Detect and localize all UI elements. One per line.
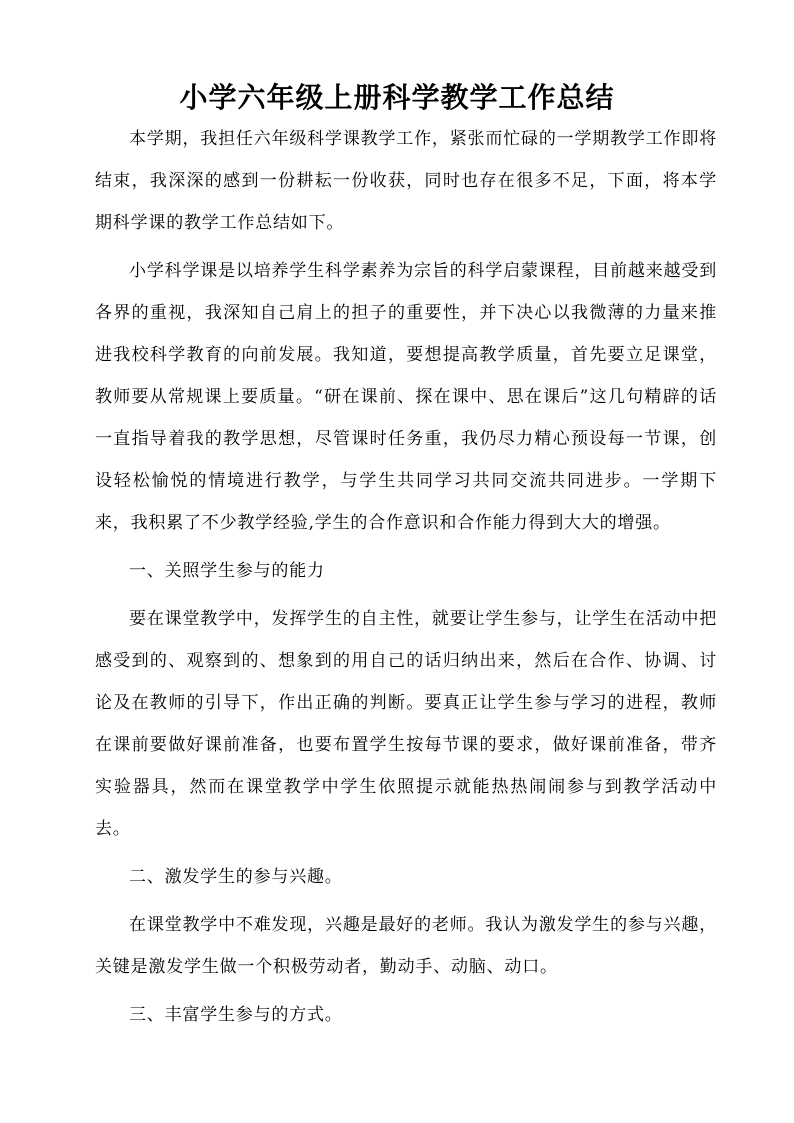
- document-body: [95, 118, 717, 1036]
- body-paragraph: 小学科学课是以培养学生科学素养为宗旨的科学启蒙课程，目前越来越受到各界的重视，我深知自己肩上的担子的重要性，并下决心以我微薄的力量来推进我校科学教育的向前发展。我知道，要想提高教学质量，首先要立足课堂，教师要从常规课上要质量。“研在课前、探在课中、思在课后”这几句精辟的话一直指导着我的教学思想，尽管课时任务重，我仍尽力精心预设每一节课，创设轻松愉悦的情境进行教学，与学生共同学习共同交流共同进步。一学期下来，我积累了不少教学经验,学生的合作意识和合作能力得到大大的增强。: [95, 261, 717, 533]
- section-heading-1: 一、关照学生参与的能力: [129, 561, 325, 581]
- intro-paragraph: 本学期，我担任六年级科学课教学工作，紧张而忙碌的一学期教学工作即将结束，我深深的感到一份耕耘一份收获，同时也存在很多不足，下面，将本学期科学课的教学工作总结如下。: [95, 129, 717, 233]
- section-text-1: 要在课堂教学中，发挥学生的自主性，就要让学生参与，让学生在活动中把感受到的、观察到的、想象到的用自己的话归纳出来，然后在合作、协调、讨论及在教师的引导下，作出正确的判断。要真正让学生参与学习的进程，教师在课前要做好课前准备，也要布置学生按每节课的要求，做好课前准备，带齐实验器具，然而在课堂教学中学生依照提示就能热热闹闹参与到教学活动中去。: [95, 609, 717, 839]
- section-text-2: 在课堂教学中不难发现，兴趣是最好的老师。我认为激发学生的参与兴趣，关键是激发学生做一个积极劳动者，勤动手、动脑、动口。: [95, 915, 717, 977]
- section-heading-2: 二、激发学生的参与兴趣。: [129, 867, 343, 887]
- section-heading-3: 三、丰富学生参与的方式。: [129, 1005, 343, 1025]
- document-title: 小学六年级上册科学教学工作总结: [179, 81, 615, 114]
